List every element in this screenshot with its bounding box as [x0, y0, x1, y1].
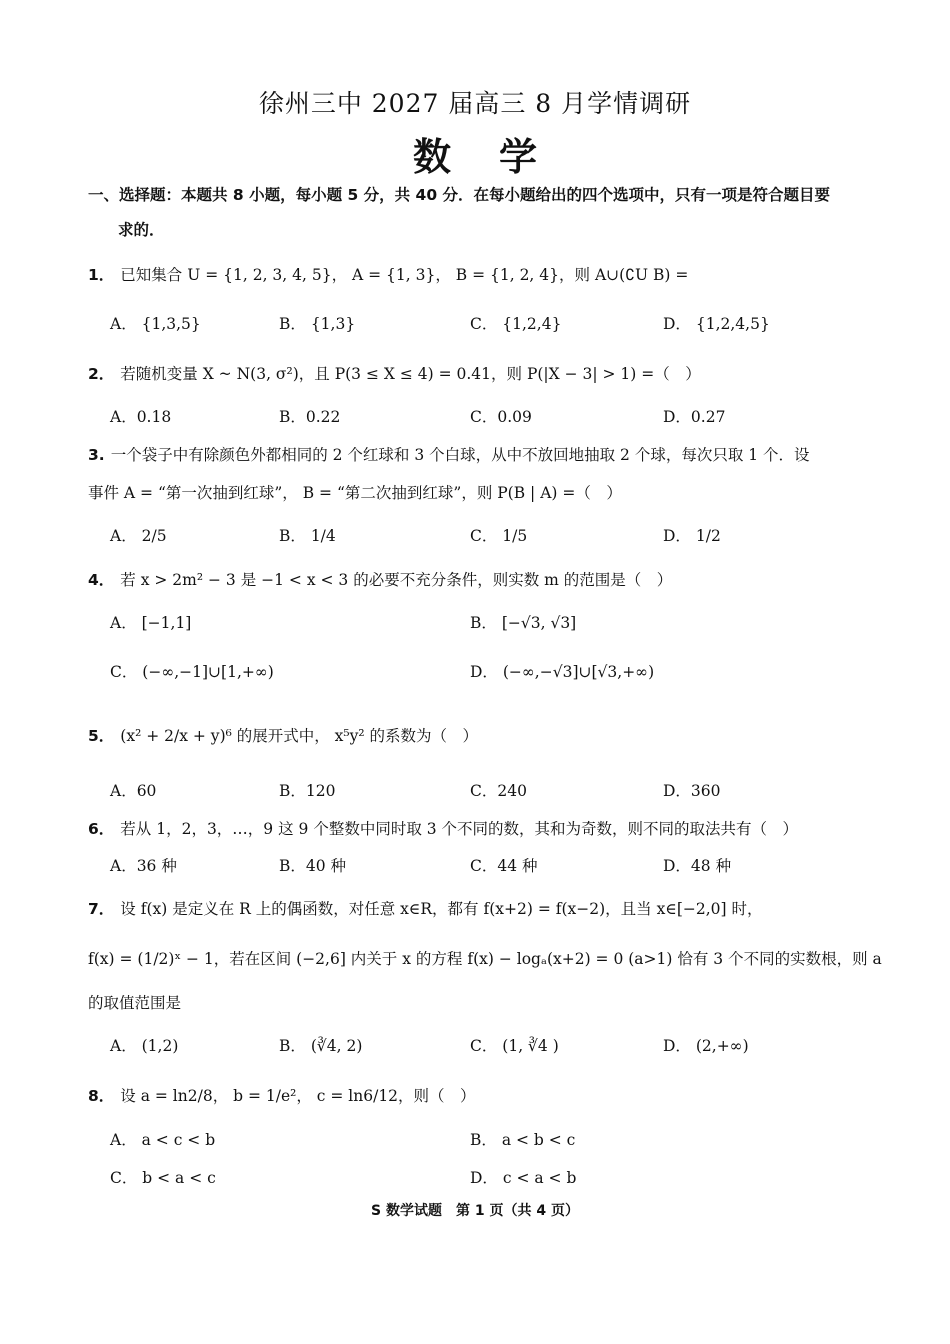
- question-number: 2．: [88, 365, 115, 383]
- question-5: [88, 724, 478, 746]
- question-text: 一个袋子中有除颜色外都相同的 2 个红球和 3 个白球，从中不放回地抽取 2 个球，每次只取 1 个．设: [110, 446, 810, 464]
- q3-option-b: B． 1/4: [279, 527, 336, 545]
- question-number: 8．: [88, 1087, 115, 1105]
- q4-option-a: A． [−1,1]: [110, 614, 192, 632]
- q5-option-c: C．240: [470, 782, 527, 800]
- q2-option-c: C．0.09: [470, 408, 532, 426]
- section-heading-line2: 求的．: [118, 221, 165, 239]
- q2-option-b: B．0.22: [279, 408, 341, 426]
- q6-option-d: D．48 种: [663, 857, 732, 875]
- q1-option-a: A． {1,3,5}: [110, 315, 201, 333]
- section-heading-line1: 一、选择题：本题共 8 小题，每小题 5 分，共 40 分．在每小题给出的四个选项中，只有一项是符合题目要: [88, 186, 831, 204]
- q6-option-c: C．44 种: [470, 857, 538, 875]
- q3-option-d: D． 1/2: [663, 527, 721, 545]
- question-3-line2: 事件 A = “第一次抽到红球”， B = “第二次抽到红球”，则 P(B | A) =（ ）: [88, 484, 622, 502]
- q7-option-d: D． (2,+∞): [663, 1037, 749, 1055]
- q5-option-b: B．120: [279, 782, 336, 800]
- q6-option-a: A．36 种: [110, 857, 177, 875]
- question-text: (x² + 2/x + y)⁶ 的展开式中， x⁵y² 的系数为（ ）: [120, 727, 479, 745]
- question-3: [88, 443, 810, 465]
- q2-option-a: A．0.18: [110, 408, 172, 426]
- q8-option-b: B． a < b < c: [470, 1131, 576, 1149]
- q4-option-b: B． [−√3, √3]: [470, 614, 577, 632]
- question-number: 4．: [88, 571, 115, 589]
- q4-option-d: D． (−∞,−√3]∪[√3,+∞): [470, 663, 655, 681]
- exam-title: 徐州三中 2027 届高三 8 月学情调研: [258, 89, 692, 118]
- question-text: 已知集合 U = {1, 2, 3, 4, 5}， A = {1, 3}， B = {1, 2, 4}，则 A∪(∁U B) =: [120, 266, 689, 284]
- q5-option-a: A．60: [110, 782, 157, 800]
- q3-option-c: C． 1/5: [470, 527, 528, 545]
- q7-option-c: C． (1, ∛4 ): [470, 1037, 559, 1055]
- q8-option-d: D． c < a < b: [470, 1169, 577, 1187]
- page-footer: S 数学试题 第 1 页（共 4 页）: [371, 1203, 579, 1219]
- q1-option-d: D． {1,2,4,5}: [663, 315, 770, 333]
- question-7-line2: f(x) = (1/2)ˣ − 1，若在区间 (−2,6] 内关于 x 的方程 f(x) − logₐ(x+2) = 0 (a>1) 恰有 3 个不同的实数根，则 a: [88, 950, 882, 968]
- q1-option-b: B． {1,3}: [279, 315, 356, 333]
- question-7: [88, 897, 762, 919]
- question-1: [88, 263, 688, 285]
- q5-option-d: D．360: [663, 782, 721, 800]
- question-text: 设 a = ln2/8， b = 1/e²， c = ln6/12，则（ ）: [120, 1087, 476, 1105]
- q8-option-a: A． a < c < b: [110, 1131, 216, 1149]
- question-text: 若从 1，2，3，…，9 这 9 个整数中同时取 3 个不同的数，其和为奇数，则不同的取法共有（ ）: [120, 820, 799, 838]
- question-number: 5．: [88, 727, 115, 745]
- subject-title: 数学: [412, 135, 585, 179]
- question-6: [88, 817, 798, 839]
- question-text: 若 x > 2m² − 3 是 −1 < x < 3 的必要不充分条件，则实数 m 的范围是（ ）: [120, 571, 673, 589]
- q6-option-b: B．40 种: [279, 857, 347, 875]
- question-2: [88, 362, 701, 384]
- q7-option-b: B． (∛4, 2): [279, 1037, 363, 1055]
- question-text: 若随机变量 X ~ N(3, σ²)，且 P(3 ≤ X ≤ 4) = 0.41，则 P(|X − 3| > 1) =（ ）: [120, 365, 701, 383]
- question-number: 3.: [88, 446, 105, 464]
- question-7-line3: 的取值范围是: [88, 994, 182, 1012]
- q7-option-a: A． (1,2): [110, 1037, 179, 1055]
- q2-option-d: D．0.27: [663, 408, 726, 426]
- question-text: 设 f(x) 是定义在 R 上的偶函数，对任意 x∈R，都有 f(x+2) = f(x−2)，且当 x∈[−2,0] 时，: [120, 900, 763, 918]
- question-number: 1．: [88, 266, 115, 284]
- q3-option-a: A． 2/5: [110, 527, 167, 545]
- question-8: [88, 1084, 476, 1106]
- q1-option-c: C． {1,2,4}: [470, 315, 562, 333]
- question-number: 6．: [88, 820, 115, 838]
- question-number: 7．: [88, 900, 115, 918]
- q4-option-c: C． (−∞,−1]∪[1,+∞): [110, 663, 274, 681]
- q8-option-c: C． b < a < c: [110, 1169, 216, 1187]
- question-4: [88, 568, 672, 590]
